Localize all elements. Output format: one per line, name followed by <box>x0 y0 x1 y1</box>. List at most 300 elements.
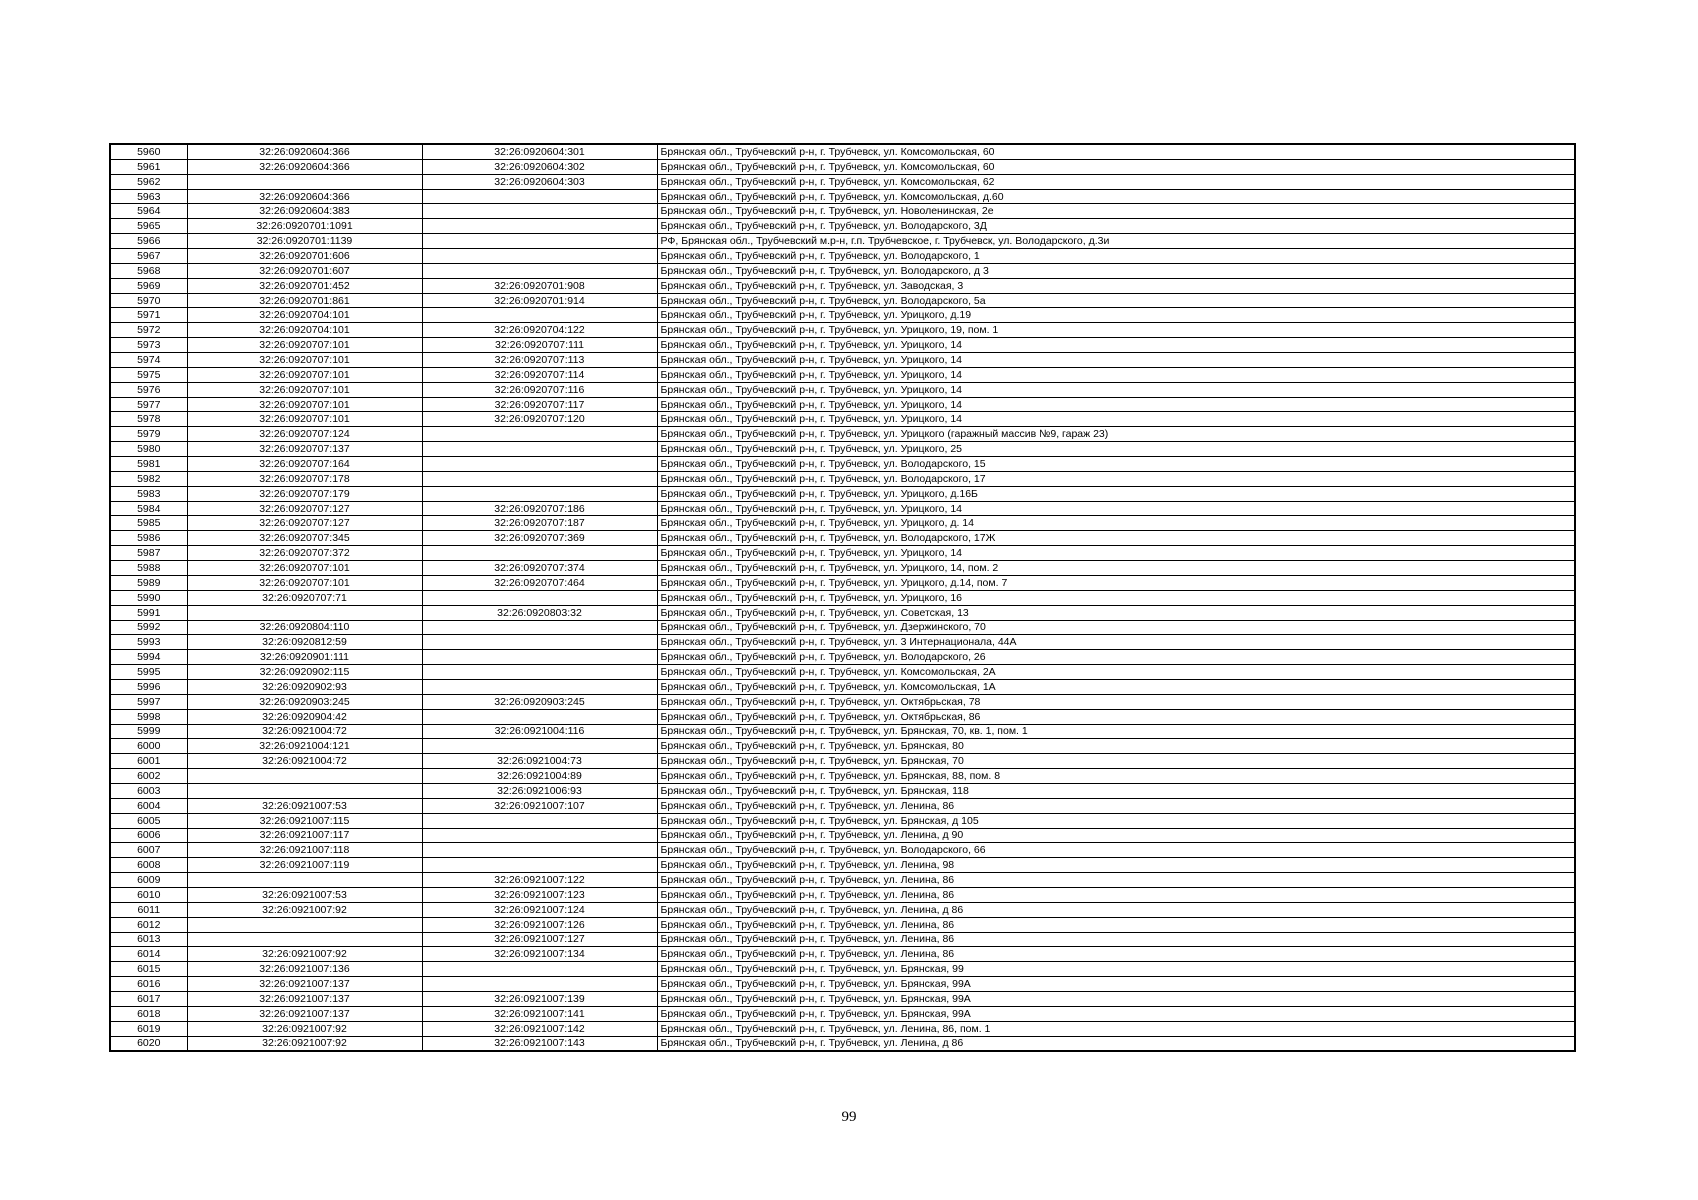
address-cell: Брянская обл., Трубчевский р-н, г. Трубчевск, ул. Комсомольская, 1А <box>657 679 1575 694</box>
parcel-cadastral-number-cell: 32:26:0920701:861 <box>187 293 422 308</box>
parcel-cadastral-number-cell <box>187 605 422 620</box>
registry-table-body <box>110 144 1575 1051</box>
parcel-cadastral-number-cell: 32:26:0920812:59 <box>187 635 422 650</box>
parcel-cadastral-number-cell: 32:26:0920804:110 <box>187 620 422 635</box>
row-number-cell: 5986 <box>110 531 187 546</box>
parcel-cadastral-number-cell: 32:26:0920707:164 <box>187 457 422 472</box>
object-cadastral-number-cell: 32:26:0920707:114 <box>422 367 657 382</box>
parcel-cadastral-number-cell: 32:26:0920701:1091 <box>187 219 422 234</box>
object-cadastral-number-cell: 32:26:0921007:107 <box>422 798 657 813</box>
address-cell: Брянская обл., Трубчевский р-н, г. Трубчевск, ул. Урицкого, д.19 <box>657 308 1575 323</box>
table-row <box>110 887 1575 902</box>
address-cell: Брянская обл., Трубчевский р-н, г. Трубчевск, ул. Брянская, 99А <box>657 1006 1575 1021</box>
address-cell: Брянская обл., Трубчевский р-н, г. Трубчевск, ул. Ленина, 86 <box>657 798 1575 813</box>
row-number-cell: 5999 <box>110 724 187 739</box>
parcel-cadastral-number-cell: 32:26:0920902:115 <box>187 665 422 680</box>
address-cell: Брянская обл., Трубчевский р-н, г. Трубчевск, ул. Володарского, 5а <box>657 293 1575 308</box>
row-number-cell: 6018 <box>110 1006 187 1021</box>
table-row <box>110 798 1575 813</box>
table-row <box>110 367 1575 382</box>
table-row <box>110 234 1575 249</box>
object-cadastral-number-cell: 32:26:0921007:122 <box>422 873 657 888</box>
object-cadastral-number-cell: 32:26:0920707:111 <box>422 338 657 353</box>
parcel-cadastral-number-cell: 32:26:0921007:118 <box>187 843 422 858</box>
row-number-cell: 5995 <box>110 665 187 680</box>
table-row <box>110 620 1575 635</box>
object-cadastral-number-cell <box>422 679 657 694</box>
address-cell: Брянская обл., Трубчевский р-н, г. Трубчевск, ул. Брянская, 118 <box>657 783 1575 798</box>
parcel-cadastral-number-cell: 32:26:0921004:72 <box>187 754 422 769</box>
address-cell: Брянская обл., Трубчевский р-н, г. Трубчевск, ул. Комсомольская, 62 <box>657 174 1575 189</box>
parcel-cadastral-number-cell: 32:26:0920707:345 <box>187 531 422 546</box>
table-row <box>110 754 1575 769</box>
address-cell: Брянская обл., Трубчевский р-н, г. Трубчевск, ул. Октябрьская, 86 <box>657 709 1575 724</box>
address-cell: Брянская обл., Трубчевский р-н, г. Трубчевск, ул. Брянская, 70, кв. 1, пом. 1 <box>657 724 1575 739</box>
parcel-cadastral-number-cell: 32:26:0920707:101 <box>187 367 422 382</box>
object-cadastral-number-cell <box>422 858 657 873</box>
object-cadastral-number-cell: 32:26:0921007:134 <box>422 947 657 962</box>
object-cadastral-number-cell: 32:26:0920707:116 <box>422 382 657 397</box>
address-cell: Брянская обл., Трубчевский р-н, г. Трубчевск, ул. Володарского, 1 <box>657 249 1575 264</box>
address-cell: Брянская обл., Трубчевский р-н, г. Трубчевск, ул. Урицкого, 19, пом. 1 <box>657 323 1575 338</box>
row-number-cell: 6017 <box>110 991 187 1006</box>
table-row <box>110 575 1575 590</box>
address-cell: Брянская обл., Трубчевский р-н, г. Трубчевск, ул. Брянская, 70 <box>657 754 1575 769</box>
table-row <box>110 561 1575 576</box>
table-row <box>110 902 1575 917</box>
address-cell: Брянская обл., Трубчевский р-н, г. Трубчевск, ул. Володарского, 3Д <box>657 219 1575 234</box>
row-number-cell: 6010 <box>110 887 187 902</box>
parcel-cadastral-number-cell <box>187 769 422 784</box>
address-cell: Брянская обл., Трубчевский р-н, г. Трубчевск, ул. Урицкого, 14, пом. 2 <box>657 561 1575 576</box>
table-row <box>110 947 1575 962</box>
object-cadastral-number-cell <box>422 204 657 219</box>
table-row <box>110 338 1575 353</box>
parcel-cadastral-number-cell <box>187 932 422 947</box>
row-number-cell: 5997 <box>110 694 187 709</box>
row-number-cell: 5976 <box>110 382 187 397</box>
object-cadastral-number-cell <box>422 665 657 680</box>
object-cadastral-number-cell <box>422 977 657 992</box>
table-row <box>110 353 1575 368</box>
object-cadastral-number-cell: 32:26:0920707:186 <box>422 501 657 516</box>
parcel-cadastral-number-cell: 32:26:0920707:127 <box>187 516 422 531</box>
address-cell: Брянская обл., Трубчевский р-н, г. Трубчевск, ул. Заводская, 3 <box>657 278 1575 293</box>
row-number-cell: 6002 <box>110 769 187 784</box>
table-row <box>110 991 1575 1006</box>
address-cell: Брянская обл., Трубчевский р-н, г. Трубчевск, ул. Володарского, 17Ж <box>657 531 1575 546</box>
parcel-cadastral-number-cell: 32:26:0920704:101 <box>187 323 422 338</box>
table-row <box>110 457 1575 472</box>
parcel-cadastral-number-cell: 32:26:0921007:92 <box>187 1021 422 1036</box>
address-cell: Брянская обл., Трубчевский р-н, г. Трубчевск, ул. Урицкого, 25 <box>657 442 1575 457</box>
address-cell: Брянская обл., Трубчевский р-н, г. Трубчевск, ул. Урицкого, 14 <box>657 382 1575 397</box>
object-cadastral-number-cell: 32:26:0920707:374 <box>422 561 657 576</box>
table-row <box>110 486 1575 501</box>
parcel-cadastral-number-cell: 32:26:0920707:101 <box>187 561 422 576</box>
table-row <box>110 144 1575 159</box>
address-cell: Брянская обл., Трубчевский р-н, г. Трубчевск, ул. Володарского, 26 <box>657 650 1575 665</box>
row-number-cell: 5993 <box>110 635 187 650</box>
parcel-cadastral-number-cell: 32:26:0921007:92 <box>187 902 422 917</box>
table-row <box>110 189 1575 204</box>
object-cadastral-number-cell: 32:26:0921007:126 <box>422 917 657 932</box>
object-cadastral-number-cell: 32:26:0921004:73 <box>422 754 657 769</box>
object-cadastral-number-cell <box>422 249 657 264</box>
property-registry-table <box>109 143 1576 1052</box>
address-cell: Брянская обл., Трубчевский р-н, г. Трубчевск, ул. Ленина, 86 <box>657 932 1575 947</box>
parcel-cadastral-number-cell: 32:26:0921007:92 <box>187 947 422 962</box>
object-cadastral-number-cell: 32:26:0920604:303 <box>422 174 657 189</box>
table-row <box>110 694 1575 709</box>
row-number-cell: 5987 <box>110 546 187 561</box>
table-row <box>110 605 1575 620</box>
object-cadastral-number-cell: 32:26:0920701:908 <box>422 278 657 293</box>
row-number-cell: 5980 <box>110 442 187 457</box>
table-row <box>110 873 1575 888</box>
object-cadastral-number-cell: 32:26:0921007:141 <box>422 1006 657 1021</box>
table-row <box>110 471 1575 486</box>
parcel-cadastral-number-cell <box>187 917 422 932</box>
object-cadastral-number-cell: 32:26:0920707:120 <box>422 412 657 427</box>
object-cadastral-number-cell <box>422 828 657 843</box>
address-cell: Брянская обл., Трубчевский р-н, г. Трубчевск, ул. Володарского, 66 <box>657 843 1575 858</box>
object-cadastral-number-cell <box>422 962 657 977</box>
parcel-cadastral-number-cell: 32:26:0921007:92 <box>187 1036 422 1051</box>
address-cell: Брянская обл., Трубчевский р-н, г. Трубчевск, ул. Урицкого, 14 <box>657 338 1575 353</box>
parcel-cadastral-number-cell: 32:26:0920707:178 <box>187 471 422 486</box>
table-row <box>110 590 1575 605</box>
address-cell: Брянская обл., Трубчевский р-н, г. Трубчевск, ул. Урицкого, 14 <box>657 353 1575 368</box>
parcel-cadastral-number-cell <box>187 783 422 798</box>
address-cell: Брянская обл., Трубчевский р-н, г. Трубчевск, ул. Ленина, д 86 <box>657 1036 1575 1051</box>
object-cadastral-number-cell: 32:26:0920604:301 <box>422 144 657 159</box>
object-cadastral-number-cell: 32:26:0921007:123 <box>422 887 657 902</box>
row-number-cell: 5982 <box>110 471 187 486</box>
object-cadastral-number-cell <box>422 234 657 249</box>
object-cadastral-number-cell: 32:26:0921004:89 <box>422 769 657 784</box>
object-cadastral-number-cell: 32:26:0921006:93 <box>422 783 657 798</box>
row-number-cell: 6005 <box>110 813 187 828</box>
address-cell: Брянская обл., Трубчевский р-н, г. Трубчевск, ул. Брянская, 99А <box>657 977 1575 992</box>
object-cadastral-number-cell <box>422 709 657 724</box>
parcel-cadastral-number-cell: 32:26:0920701:1139 <box>187 234 422 249</box>
table-row <box>110 709 1575 724</box>
row-number-cell: 5979 <box>110 427 187 442</box>
table-row <box>110 650 1575 665</box>
row-number-cell: 5961 <box>110 159 187 174</box>
parcel-cadastral-number-cell: 32:26:0920901:111 <box>187 650 422 665</box>
address-cell: Брянская обл., Трубчевский р-н, г. Трубчевск, ул. Урицкого, д. 14 <box>657 516 1575 531</box>
address-cell: Брянская обл., Трубчевский р-н, г. Трубчевск, ул. Володарского, 17 <box>657 471 1575 486</box>
row-number-cell: 6006 <box>110 828 187 843</box>
row-number-cell: 6007 <box>110 843 187 858</box>
row-number-cell: 5983 <box>110 486 187 501</box>
row-number-cell: 5964 <box>110 204 187 219</box>
address-cell: Брянская обл., Трубчевский р-н, г. Трубчевск, ул. Урицкого, 16 <box>657 590 1575 605</box>
object-cadastral-number-cell: 32:26:0920604:302 <box>422 159 657 174</box>
address-cell: Брянская обл., Трубчевский р-н, г. Трубчевск, ул. Комсомольская, д.60 <box>657 189 1575 204</box>
parcel-cadastral-number-cell: 32:26:0921007:53 <box>187 887 422 902</box>
address-cell: Брянская обл., Трубчевский р-н, г. Трубчевск, ул. Урицкого (гаражный массив №9, гараж 23) <box>657 427 1575 442</box>
row-number-cell: 6008 <box>110 858 187 873</box>
row-number-cell: 5978 <box>110 412 187 427</box>
parcel-cadastral-number-cell: 32:26:0921007:137 <box>187 991 422 1006</box>
parcel-cadastral-number-cell: 32:26:0920704:101 <box>187 308 422 323</box>
address-cell: Брянская обл., Трубчевский р-н, г. Трубчевск, ул. Володарского, 15 <box>657 457 1575 472</box>
object-cadastral-number-cell: 32:26:0920701:914 <box>422 293 657 308</box>
address-cell: Брянская обл., Трубчевский р-н, г. Трубчевск, ул. Дзержинского, 70 <box>657 620 1575 635</box>
table-row <box>110 412 1575 427</box>
parcel-cadastral-number-cell: 32:26:0921007:119 <box>187 858 422 873</box>
row-number-cell: 5996 <box>110 679 187 694</box>
parcel-cadastral-number-cell: 32:26:0921004:72 <box>187 724 422 739</box>
parcel-cadastral-number-cell: 32:26:0921007:117 <box>187 828 422 843</box>
object-cadastral-number-cell <box>422 843 657 858</box>
object-cadastral-number-cell: 32:26:0920707:117 <box>422 397 657 412</box>
table-row <box>110 293 1575 308</box>
address-cell: Брянская обл., Трубчевский р-н, г. Трубчевск, ул. Новоленинская, 2е <box>657 204 1575 219</box>
object-cadastral-number-cell <box>422 813 657 828</box>
object-cadastral-number-cell <box>422 620 657 635</box>
row-number-cell: 5989 <box>110 575 187 590</box>
table-row <box>110 308 1575 323</box>
row-number-cell: 5994 <box>110 650 187 665</box>
table-row <box>110 858 1575 873</box>
row-number-cell: 5998 <box>110 709 187 724</box>
address-cell: Брянская обл., Трубчевский р-н, г. Трубчевск, ул. Урицкого, 14 <box>657 412 1575 427</box>
address-cell: Брянская обл., Трубчевский р-н, г. Трубчевск, ул. Ленина, 86 <box>657 873 1575 888</box>
table-row <box>110 665 1575 680</box>
row-number-cell: 5977 <box>110 397 187 412</box>
object-cadastral-number-cell: 32:26:0921007:124 <box>422 902 657 917</box>
parcel-cadastral-number-cell: 32:26:0920701:606 <box>187 249 422 264</box>
object-cadastral-number-cell <box>422 486 657 501</box>
table-row <box>110 249 1575 264</box>
row-number-cell: 6015 <box>110 962 187 977</box>
parcel-cadastral-number-cell: 32:26:0921007:53 <box>187 798 422 813</box>
address-cell: Брянская обл., Трубчевский р-н, г. Трубчевск, ул. Брянская, д 105 <box>657 813 1575 828</box>
row-number-cell: 5970 <box>110 293 187 308</box>
address-cell: Брянская обл., Трубчевский р-н, г. Трубчевск, ул. Ленина, д 86 <box>657 902 1575 917</box>
address-cell: Брянская обл., Трубчевский р-н, г. Трубчевск, ул. Урицкого, 14 <box>657 367 1575 382</box>
table-row <box>110 783 1575 798</box>
row-number-cell: 6012 <box>110 917 187 932</box>
table-row <box>110 382 1575 397</box>
table-row <box>110 1006 1575 1021</box>
row-number-cell: 6014 <box>110 947 187 962</box>
table-row <box>110 397 1575 412</box>
table-row <box>110 813 1575 828</box>
parcel-cadastral-number-cell: 32:26:0920707:101 <box>187 397 422 412</box>
parcel-cadastral-number-cell <box>187 174 422 189</box>
object-cadastral-number-cell: 32:26:0921004:116 <box>422 724 657 739</box>
address-cell: Брянская обл., Трубчевский р-н, г. Трубчевск, ул. Брянская, 99А <box>657 991 1575 1006</box>
object-cadastral-number-cell: 32:26:0921007:142 <box>422 1021 657 1036</box>
address-cell: Брянская обл., Трубчевский р-н, г. Трубчевск, ул. Комсомольская, 60 <box>657 159 1575 174</box>
row-number-cell: 5966 <box>110 234 187 249</box>
parcel-cadastral-number-cell: 32:26:0920707:137 <box>187 442 422 457</box>
object-cadastral-number-cell <box>422 263 657 278</box>
table-row <box>110 1036 1575 1051</box>
table-row <box>110 516 1575 531</box>
row-number-cell: 5985 <box>110 516 187 531</box>
parcel-cadastral-number-cell: 32:26:0920707:101 <box>187 382 422 397</box>
row-number-cell: 5991 <box>110 605 187 620</box>
object-cadastral-number-cell: 32:26:0920707:369 <box>422 531 657 546</box>
parcel-cadastral-number-cell: 32:26:0920902:93 <box>187 679 422 694</box>
parcel-cadastral-number-cell: 32:26:0920707:101 <box>187 353 422 368</box>
row-number-cell: 5992 <box>110 620 187 635</box>
object-cadastral-number-cell: 32:26:0921007:143 <box>422 1036 657 1051</box>
address-cell: Брянская обл., Трубчевский р-н, г. Трубчевск, ул. Урицкого, 14 <box>657 397 1575 412</box>
row-number-cell: 6003 <box>110 783 187 798</box>
table-row <box>110 724 1575 739</box>
table-row <box>110 1021 1575 1036</box>
address-cell: Брянская обл., Трубчевский р-н, г. Трубчевск, ул. Брянская, 80 <box>657 739 1575 754</box>
table-row <box>110 159 1575 174</box>
table-row <box>110 932 1575 947</box>
object-cadastral-number-cell <box>422 650 657 665</box>
row-number-cell: 5990 <box>110 590 187 605</box>
parcel-cadastral-number-cell: 32:26:0920707:179 <box>187 486 422 501</box>
object-cadastral-number-cell <box>422 635 657 650</box>
address-cell: Брянская обл., Трубчевский р-н, г. Трубчевск, ул. Ленина, д 90 <box>657 828 1575 843</box>
object-cadastral-number-cell: 32:26:0920707:113 <box>422 353 657 368</box>
address-cell: Брянская обл., Трубчевский р-н, г. Трубчевск, ул. Урицкого, д.16Б <box>657 486 1575 501</box>
row-number-cell: 6009 <box>110 873 187 888</box>
table-row <box>110 531 1575 546</box>
object-cadastral-number-cell <box>422 442 657 457</box>
parcel-cadastral-number-cell: 32:26:0920904:42 <box>187 709 422 724</box>
address-cell: Брянская обл., Трубчевский р-н, г. Трубчевск, ул. Октябрьская, 78 <box>657 694 1575 709</box>
table-row <box>110 917 1575 932</box>
object-cadastral-number-cell: 32:26:0920903:245 <box>422 694 657 709</box>
address-cell: Брянская обл., Трубчевский р-н, г. Трубчевск, ул. Комсомольская, 2А <box>657 665 1575 680</box>
table-row <box>110 962 1575 977</box>
row-number-cell: 5988 <box>110 561 187 576</box>
row-number-cell: 6001 <box>110 754 187 769</box>
parcel-cadastral-number-cell: 32:26:0920604:383 <box>187 204 422 219</box>
table-row <box>110 174 1575 189</box>
object-cadastral-number-cell: 32:26:0920707:464 <box>422 575 657 590</box>
row-number-cell: 6000 <box>110 739 187 754</box>
table-row <box>110 219 1575 234</box>
object-cadastral-number-cell <box>422 189 657 204</box>
page-number: 99 <box>841 1109 857 1125</box>
address-cell: Брянская обл., Трубчевский р-н, г. Трубчевск, ул. Комсомольская, 60 <box>657 144 1575 159</box>
row-number-cell: 5981 <box>110 457 187 472</box>
parcel-cadastral-number-cell: 32:26:0921004:121 <box>187 739 422 754</box>
row-number-cell: 5973 <box>110 338 187 353</box>
parcel-cadastral-number-cell: 32:26:0920707:71 <box>187 590 422 605</box>
table-row <box>110 546 1575 561</box>
table-row <box>110 442 1575 457</box>
table-row <box>110 769 1575 784</box>
parcel-cadastral-number-cell: 32:26:0921007:115 <box>187 813 422 828</box>
row-number-cell: 6004 <box>110 798 187 813</box>
object-cadastral-number-cell: 32:26:0920707:187 <box>422 516 657 531</box>
parcel-cadastral-number-cell: 32:26:0921007:137 <box>187 977 422 992</box>
object-cadastral-number-cell: 32:26:0920803:32 <box>422 605 657 620</box>
address-cell: Брянская обл., Трубчевский р-н, г. Трубчевск, ул. Урицкого, 14 <box>657 501 1575 516</box>
parcel-cadastral-number-cell: 32:26:0920707:372 <box>187 546 422 561</box>
address-cell: Брянская обл., Трубчевский р-н, г. Трубчевск, ул. Урицкого, 14 <box>657 546 1575 561</box>
parcel-cadastral-number-cell: 32:26:0920707:127 <box>187 501 422 516</box>
row-number-cell: 5968 <box>110 263 187 278</box>
address-cell: Брянская обл., Трубчевский р-н, г. Трубчевск, ул. Ленина, 86 <box>657 947 1575 962</box>
parcel-cadastral-number-cell: 32:26:0920701:607 <box>187 263 422 278</box>
object-cadastral-number-cell <box>422 457 657 472</box>
table-row <box>110 635 1575 650</box>
object-cadastral-number-cell <box>422 308 657 323</box>
address-cell: Брянская обл., Трубчевский р-н, г. Трубчевск, ул. Ленина, 86 <box>657 917 1575 932</box>
row-number-cell: 5962 <box>110 174 187 189</box>
object-cadastral-number-cell <box>422 219 657 234</box>
address-cell: Брянская обл., Трубчевский р-н, г. Трубчевск, ул. Ленина, 86, пом. 1 <box>657 1021 1575 1036</box>
row-number-cell: 6016 <box>110 977 187 992</box>
address-cell: Брянская обл., Трубчевский р-н, г. Трубчевск, ул. Володарского, д 3 <box>657 263 1575 278</box>
table-row <box>110 263 1575 278</box>
address-cell: Брянская обл., Трубчевский р-н, г. Трубчевск, ул. Советская, 13 <box>657 605 1575 620</box>
table-row <box>110 278 1575 293</box>
row-number-cell: 5969 <box>110 278 187 293</box>
parcel-cadastral-number-cell: 32:26:0921007:137 <box>187 1006 422 1021</box>
table-row <box>110 828 1575 843</box>
table-row <box>110 427 1575 442</box>
row-number-cell: 5960 <box>110 144 187 159</box>
row-number-cell: 5984 <box>110 501 187 516</box>
row-number-cell: 6019 <box>110 1021 187 1036</box>
parcel-cadastral-number-cell: 32:26:0920707:101 <box>187 575 422 590</box>
parcel-cadastral-number-cell: 32:26:0920604:366 <box>187 144 422 159</box>
address-cell: РФ, Брянская обл., Трубчевский м.р-н, г.п. Трубчевское, г. Трубчевск, ул. Володарского, д.3и <box>657 234 1575 249</box>
parcel-cadastral-number-cell: 32:26:0920604:366 <box>187 189 422 204</box>
object-cadastral-number-cell <box>422 739 657 754</box>
address-cell: Брянская обл., Трубчевский р-н, г. Трубчевск, ул. Ленина, 86 <box>657 887 1575 902</box>
table-row <box>110 501 1575 516</box>
table-row <box>110 323 1575 338</box>
object-cadastral-number-cell <box>422 546 657 561</box>
table-row <box>110 843 1575 858</box>
table-row <box>110 977 1575 992</box>
row-number-cell: 6013 <box>110 932 187 947</box>
object-cadastral-number-cell <box>422 427 657 442</box>
row-number-cell: 5971 <box>110 308 187 323</box>
address-cell: Брянская обл., Трубчевский р-н, г. Трубчевск, ул. Брянская, 99 <box>657 962 1575 977</box>
address-cell: Брянская обл., Трубчевский р-н, г. Трубчевск, ул. Урицкого, д.14, пом. 7 <box>657 575 1575 590</box>
parcel-cadastral-number-cell <box>187 873 422 888</box>
table-row <box>110 739 1575 754</box>
table-row <box>110 679 1575 694</box>
parcel-cadastral-number-cell: 32:26:0921007:136 <box>187 962 422 977</box>
row-number-cell: 5975 <box>110 367 187 382</box>
address-cell: Брянская обл., Трубчевский р-н, г. Трубчевск, ул. Брянская, 88, пом. 8 <box>657 769 1575 784</box>
parcel-cadastral-number-cell: 32:26:0920707:101 <box>187 338 422 353</box>
row-number-cell: 5967 <box>110 249 187 264</box>
parcel-cadastral-number-cell: 32:26:0920707:124 <box>187 427 422 442</box>
row-number-cell: 5972 <box>110 323 187 338</box>
parcel-cadastral-number-cell: 32:26:0920707:101 <box>187 412 422 427</box>
row-number-cell: 5974 <box>110 353 187 368</box>
row-number-cell: 5963 <box>110 189 187 204</box>
row-number-cell: 6011 <box>110 902 187 917</box>
address-cell: Брянская обл., Трубчевский р-н, г. Трубчевск, ул. Ленина, 98 <box>657 858 1575 873</box>
row-number-cell: 5965 <box>110 219 187 234</box>
object-cadastral-number-cell: 32:26:0921007:139 <box>422 991 657 1006</box>
object-cadastral-number-cell: 32:26:0920704:122 <box>422 323 657 338</box>
object-cadastral-number-cell <box>422 471 657 486</box>
